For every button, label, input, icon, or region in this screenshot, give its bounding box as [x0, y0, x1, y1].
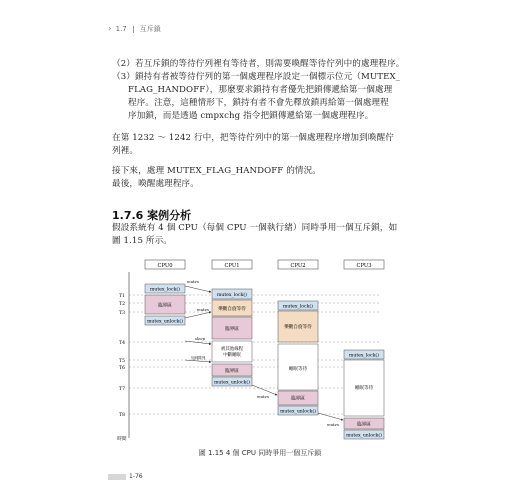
cpu1-spin-text: 樂觀自旋等待 [218, 307, 246, 312]
cpu2-spin-text: 樂觀自旋等待 [284, 325, 312, 330]
list-item-3-line-3: 程序。注意，這種情形下，鎖持有者不會先釋放鎖再給第一個處理程 [128, 98, 389, 108]
cpu1-column [212, 289, 252, 386]
arrow-cpu0-to-cpu1 [185, 286, 211, 292]
list-item-3-line-4: 序加鎖，而是透過 cmpxchg 指令把鎖傳遞給第一個處理程序。 [128, 111, 374, 121]
annotation-mutex-2: mutex [197, 307, 209, 312]
cpu0-lock-text: mutex_lock() [150, 287, 180, 293]
cpu3-critical-text: 臨界區 [357, 422, 371, 428]
header-divider [133, 26, 134, 33]
paragraph-next-2: 最後，喚醒處理程序。 [112, 179, 199, 189]
list-item-3-line-2: FLAG_HANDOFF），那麼要求鎖持有者優先把鎖傳遞給第一個處理 [128, 85, 393, 95]
footer-bar [108, 474, 126, 480]
list-item-2: （2）若互斥鎖的等待佇列裡有等待者，則需要喚醒等待佇列中的處理程序。 [112, 59, 405, 69]
page-footer [108, 473, 143, 480]
cpu1-unlock-text: mutex_unlock() [214, 380, 250, 386]
cpu0-label: CPU0 [157, 263, 173, 269]
cpu0-column [145, 284, 185, 325]
annotation-mutex-4: mutex [327, 422, 339, 427]
annotation-queue: 加到隊列 [191, 356, 206, 360]
page-number: 1-76 [129, 473, 143, 480]
cpu2-critical-text: 臨界區 [291, 396, 305, 402]
time-label-t5: T5 [119, 359, 125, 364]
annotation-sleep: sleep [195, 336, 206, 341]
arrow-sleep [185, 341, 211, 344]
chevron-right-icon: › [108, 24, 112, 34]
cpu1-interrupted-text: 被其他線程中斷睡眠 [221, 347, 243, 358]
figure-mutex-contention [115, 258, 390, 448]
paragraph-lines-1: 在第 1232 ～ 1242 行中，把等待佇列中的第一個處理程序增加到喚醒佇 [112, 133, 394, 143]
paragraph-next-1: 接下來，處理 MUTEX_FLAG_HANDOFF 的情況。 [112, 166, 321, 176]
mutex-diagram [115, 258, 390, 444]
cpu2-lock-text: mutex_lock() [283, 304, 313, 310]
cpu2-unlock-text: mutex_unlock() [280, 409, 316, 415]
time-label-t2: T2 [119, 302, 125, 307]
case-paragraph-2: 圖 1.15 所示。 [112, 236, 172, 246]
transfer-arrows [185, 279, 343, 427]
case-paragraph-1: 假設系統有 4 個 CPU（每個 CPU 一個執行緒）同時爭用一個互斥鎖，如 [112, 223, 398, 233]
paragraph-lines-2: 列裡。 [112, 146, 139, 156]
arrow-unlock-to-cpu1 [185, 312, 211, 318]
time-label-t8: T8 [119, 413, 125, 418]
cpu1-critical2-text: 臨界區 [225, 369, 239, 374]
cpu0-critical-text: 臨界區 [158, 303, 172, 309]
cpu1-label: CPU1 [224, 263, 240, 269]
header-section-number: 1.7 [115, 25, 127, 33]
cpu0-unlock-text: mutex_unlock() [147, 319, 183, 325]
list-item-3-line-1: （3）鎖持有者被等待佇列的第一個處理程序設定一個標示位元（MUTEX_ [112, 72, 401, 82]
time-axis-label: 時間 [117, 437, 127, 442]
cpu3-sleep-text: 睡眠等待 [354, 386, 374, 391]
annotation-mutex-1: mutex [187, 279, 199, 284]
cpu3-lock-text: mutex_lock() [349, 353, 379, 359]
cpu3-label: CPU3 [356, 263, 372, 269]
section-heading: 1.7.6 案例分析 [112, 209, 192, 222]
cpu3-column [344, 350, 384, 439]
cpu1-critical-text: 臨界區 [225, 327, 239, 332]
annotation-mutex-3: mutex [257, 394, 269, 399]
cpu-headers [145, 260, 384, 269]
time-label-t4: T4 [119, 341, 125, 346]
cpu1-lock-text: mutex_lock() [217, 293, 247, 298]
header-section-title: 互斥鎖 [139, 25, 161, 33]
arrow-queue [185, 360, 211, 362]
cpu2-label: CPU2 [290, 263, 306, 269]
time-label-t3: T3 [119, 311, 125, 316]
cpu2-column [278, 301, 318, 415]
time-label-t7: T7 [119, 387, 125, 392]
cpu2-sleep-text: 睡眠等待 [288, 367, 308, 372]
time-label-t6: T6 [119, 366, 125, 371]
cpu3-unlock-text: mutex_unlock() [346, 433, 382, 439]
time-label-t1: T1 [119, 294, 125, 299]
running-header [108, 24, 161, 34]
figure-caption: 圖 1.15 4 個 CPU 同時爭用一個互斥鎖 [198, 449, 322, 457]
